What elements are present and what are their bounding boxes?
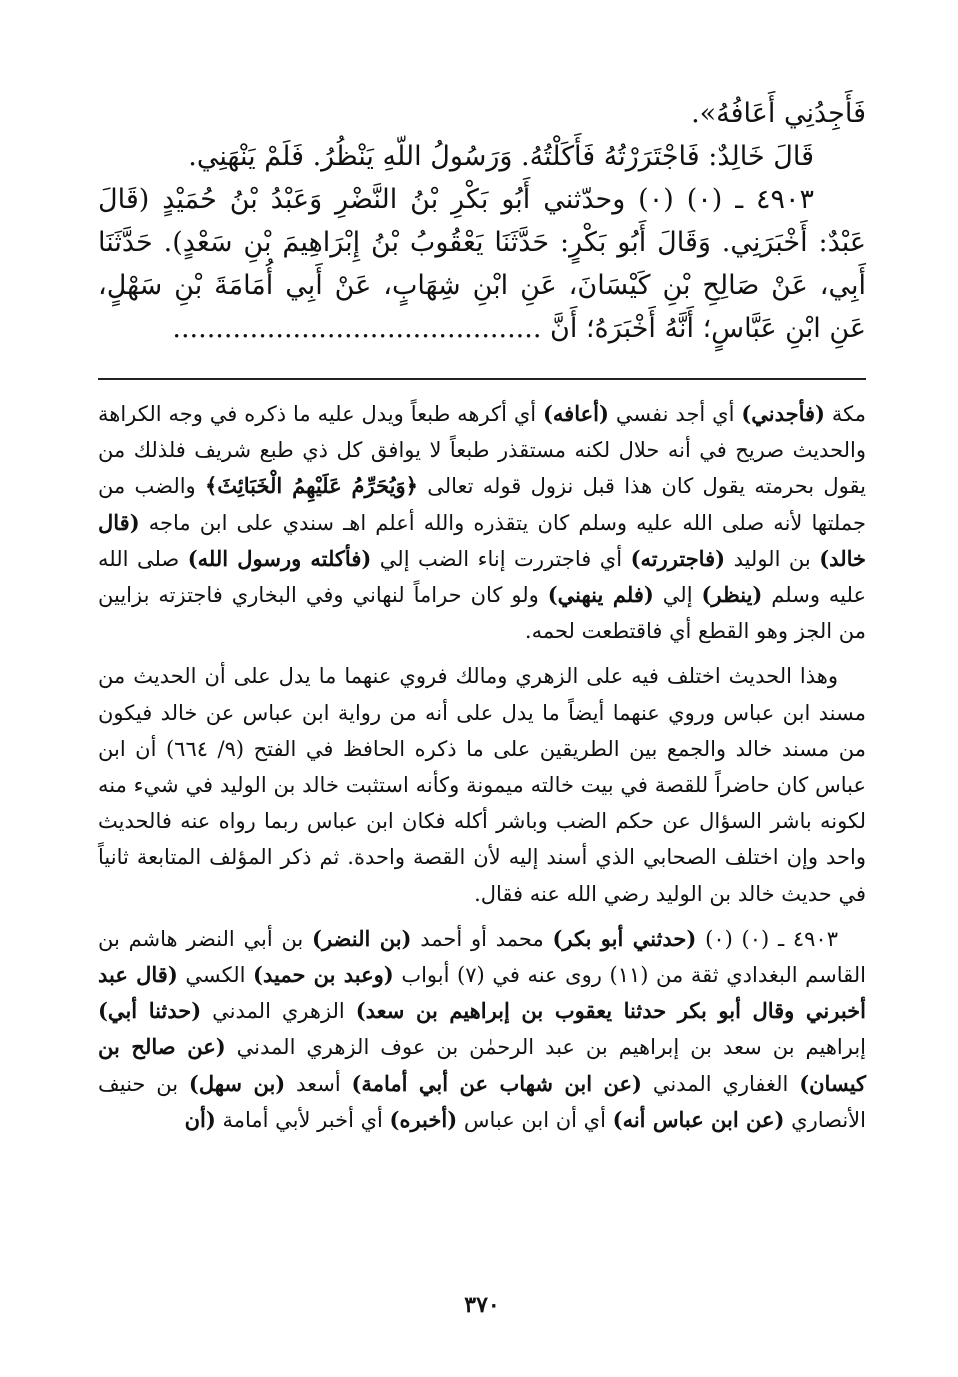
commentary-text: ولو كان حراماً لنهاني وفي البخاري فاجتزته بزايين من الجز وهو القطع أي فاقتطعت لحمه. [98,583,866,644]
commentary-text: وهذا الحديث اختلف فيه على الزهري ومالك فروي عنهما ما يدل على أن الحديث من مسند ابن عباس وروي عنهما أيضاً ما يدل على أنه من رواية ابن عباس عن خالد فيكون من مسند خالد والجمع بين الطريقين على ما ذكره الحافظ في الفتح (٩/ ٦٦٤) أن ابن عباس كان حاضراً للقصة في بيت خالته ميمونة وكأنه استثبت خالد بن الوليد في شيء منه لكونه باشر السؤال عن حكم الضب وباشر أكله فكان ابن عباس ربما رواه عنه فالحديث واحد وإن اختلف الصحابي الذي أسند إليه لأن القصة واحدة. ثم ذكر المؤلف المتابعة ثانياً في حديث خالد بن الوليد رضي الله عنه فقال. [98,664,867,906]
commentary-text: بن حنيف الأنصاري [98,1071,866,1132]
bold-quote: ﴿وَيُحَرِّمُ عَلَيْهِمُ الْخَبَائِثَ﴾ [204,473,418,499]
commentary-text: بن أبي النضر هاشم بن القاسم البغدادي ثقة من (١١) روى عنه في (٧) أبواب [98,926,866,988]
commentary-text: أي أن ابن عباس [457,1107,613,1132]
commentary-text: مكة [825,402,866,426]
bold-quote: (قال خالد) [98,509,866,571]
commentary-text: ٤٩٠٣ ـ (٠) (٠) [696,926,838,951]
commentary-text: أي أخبر لأبي أمامة [215,1107,390,1132]
commentary-text: والضب من جملتها لأنه صلى الله عليه وسلم كان يتقذره والله أعلم اهـ سندي على ابن ماجه [98,474,866,535]
commentary-text: إبراهيم بن سعد بن إبراهيم بن عبد الرحمٰن بن عوف الزهري المدني [225,1035,867,1060]
commentary-text: محمد أو أحمد [411,926,553,951]
commentary-text: أي فاجتررت إناء الضب إلي [371,546,631,571]
bold-quote: (وعبد بن حميد) [253,962,394,988]
footnote-separator [98,378,866,380]
hadith-isnad [98,178,866,350]
bold-quote: (عن صالح بن كيسان) [98,1034,867,1096]
commentary-paragraph-2 [98,658,866,911]
bold-quote: (بن سهل) [188,1070,286,1096]
bold-quote: (أعافه) [542,401,609,426]
bold-quote: (عن ابن عباس أنه) [612,1106,785,1132]
commentary-paragraph-1 [98,396,866,649]
commentary-text: الزهري المدني [201,999,356,1024]
commentary-text: إلي [653,583,702,608]
commentary-text: صلى الله عليه وسلم [98,546,867,608]
bold-quote: (بن النضر) [312,925,412,951]
bold-quote: (حدثني أبو بكر) [552,925,697,951]
commentary-text: أي أجد نفسي [608,402,742,426]
bold-quote: (عن ابن شهاب عن أبي أمامة) [351,1070,642,1096]
commentary-paragraph-3 [98,921,866,1138]
page-number: ٣٧٠ [464,1292,500,1318]
bold-quote: (قال عبد أخبرني وقال أبو بكر حدثنا يعقوب بن إبراهيم بن سعد) [98,962,866,1024]
matn-line-1: فَأَجِدُنِي أَعَافُهُ». [691,98,866,129]
bold-quote: (فاجتررته) [630,545,726,571]
bold-quote: (حدثنا أبي) [98,998,202,1024]
bold-quote: (ينظر) [701,582,763,608]
matn-line-2: قَالَ خَالِدٌ: فَاجْتَرَرْتُهُ فَأَكَلْتُهُ. وَرَسُولُ اللّهِ يَنْظُرُ. فَلَمْ يَنْهَنِي. [188,141,814,172]
book-page [98,92,866,1352]
bold-quote: (فأجدني) [741,401,825,426]
bold-quote: (فلم ينهني) [547,582,654,608]
ellipsis-dots: ........................................... [172,313,542,344]
bold-quote: (أخبره) [389,1106,458,1132]
commentary-text: أي أكرهه طبعاً ويدل عليه ما ذكره في وجه الكراهة والحديث صريح في أنه حلال لكنه مستقذر طبعاً لا يوافق كل ذي طبع شريف فلذلك من يقول بحرمته يقول كان هذا قبل نزول قوله تعالى [98,402,866,499]
commentary [98,396,866,1138]
commentary-text: بن الوليد [725,546,820,571]
hadith-isnad-text: ٤٩٠٣ ـ (٠) (٠) وحدّثني أَبُو بَكْرِ بْنُ النَّضْرِ وَعَبْدُ بْنُ حُمَيْدٍ (قَالَ عَبْدٌ: أَخْبَرَنِي. وَقَالَ أَبُو بَكْرٍ: حَدَّثَنَا يَعْقُوبُ بْنُ إِبْرَاهِيمَ بْنِ سَعْدٍ). حَدَّثَنَا أَبِي، عَنْ صَالِحِ بْنِ كَيْسَانَ، عَنِ ابْنِ شِهَابٍ، عَنْ أَبِي أُمَامَةَ بْنِ سَهْلٍ، عَنِ ابْنِ عَبَّاسٍ؛ أَنَّهُ أَخْبَرَهُ؛ أَنَّ [98,184,866,344]
bold-quote: (فأكلته ورسول الله) [187,545,372,571]
commentary-text: أسعد [285,1071,352,1096]
hadith-text [98,92,866,350]
bold-quote: (أن [184,1106,216,1132]
commentary-text: الكسي [177,963,254,988]
commentary-text: الغفاري المدني [642,1071,800,1096]
